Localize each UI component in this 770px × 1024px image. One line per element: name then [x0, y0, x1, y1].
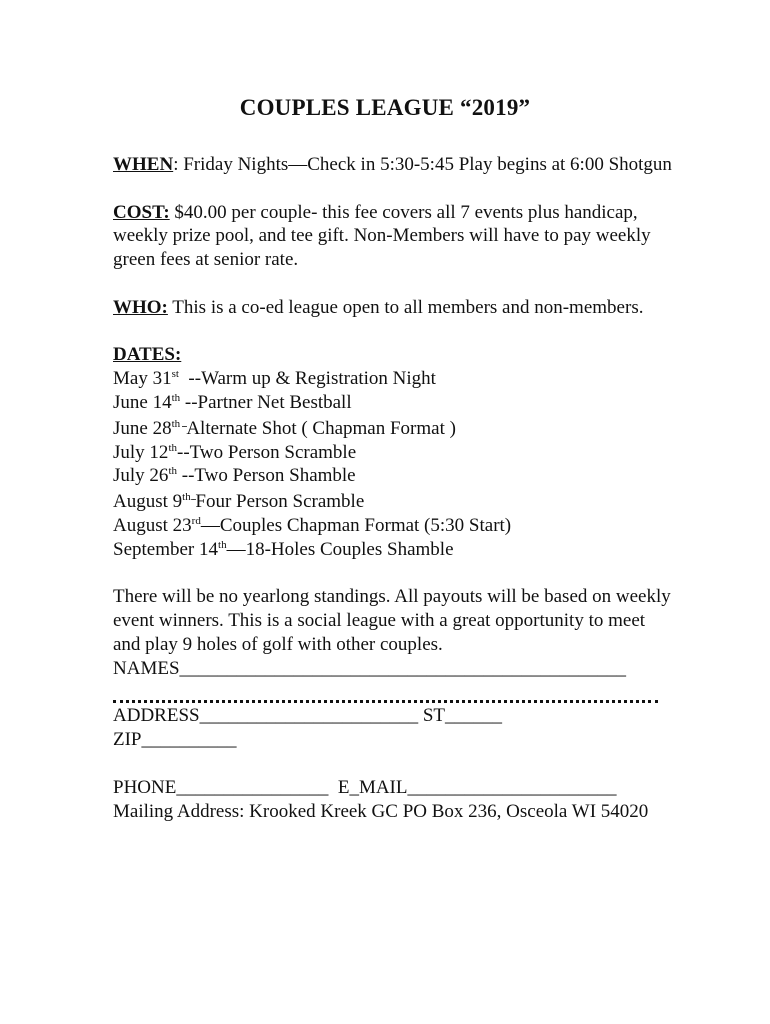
zip-field[interactable]: ZIP__________	[113, 729, 237, 751]
when-text: : Friday Nights—Check in 5:30-5:45 Play begins at 6:00 Shotgun	[173, 154, 672, 175]
phone-email-field[interactable]: PHONE________________ E_MAIL______________________	[113, 776, 617, 798]
cost-paragraph	[113, 201, 673, 272]
document-body	[113, 153, 673, 823]
dates-section	[113, 343, 673, 561]
date-item: May 31st --Warm up & Registration Night	[113, 368, 436, 390]
date-item: July 12th--Two Person Scramble	[113, 441, 357, 463]
who-label: WHO:	[113, 296, 168, 318]
names-field[interactable]: NAMES_______________________________________________	[113, 657, 627, 679]
date-item: June 28th --Alternate Shot ( Chapman Format )	[113, 417, 456, 439]
date-item: July 26th --Two Person Shamble	[113, 465, 356, 487]
dates-label: DATES:	[113, 344, 182, 366]
address-field[interactable]: ADDRESS_______________________ ST______	[113, 705, 502, 727]
dates-list	[113, 367, 673, 561]
page-title: COUPLES LEAGUE “2019”	[239, 95, 531, 120]
cost-label: COST:	[113, 201, 170, 223]
date-item: August $9^{th--}Four$ Person Scramble	[113, 491, 365, 513]
when-label: WHEN	[113, 154, 174, 175]
when-paragraph	[113, 153, 673, 177]
standings-note: There will be no yearlong standings. All payouts will be based on weekly event winners. This is a social league with a great opportunity to meet and play 9 holes of golf with other couples.	[113, 586, 671, 655]
who-paragraph	[113, 296, 673, 320]
date-item: June 14th --Partner Net Bestball	[113, 391, 352, 413]
cost-text: $40.00 per couple- this fee covers all 7 events plus handicap, weekly prize pool, and tee gift. Non-Members will have to pay weekly green fees at senior rate.	[113, 201, 651, 271]
who-text: This is a co-ed league open to all members and non-members.	[167, 296, 644, 318]
date-item: August 23rd—Couples Chapman Format (5:30 Start)	[113, 514, 512, 536]
mailing-address: Mailing Address: Krooked Kreek GC PO Box 236, Osceola WI 54020	[113, 800, 649, 822]
cut-line	[113, 700, 658, 703]
date-item: September 14th—18-Holes Couples Shamble	[113, 538, 454, 560]
